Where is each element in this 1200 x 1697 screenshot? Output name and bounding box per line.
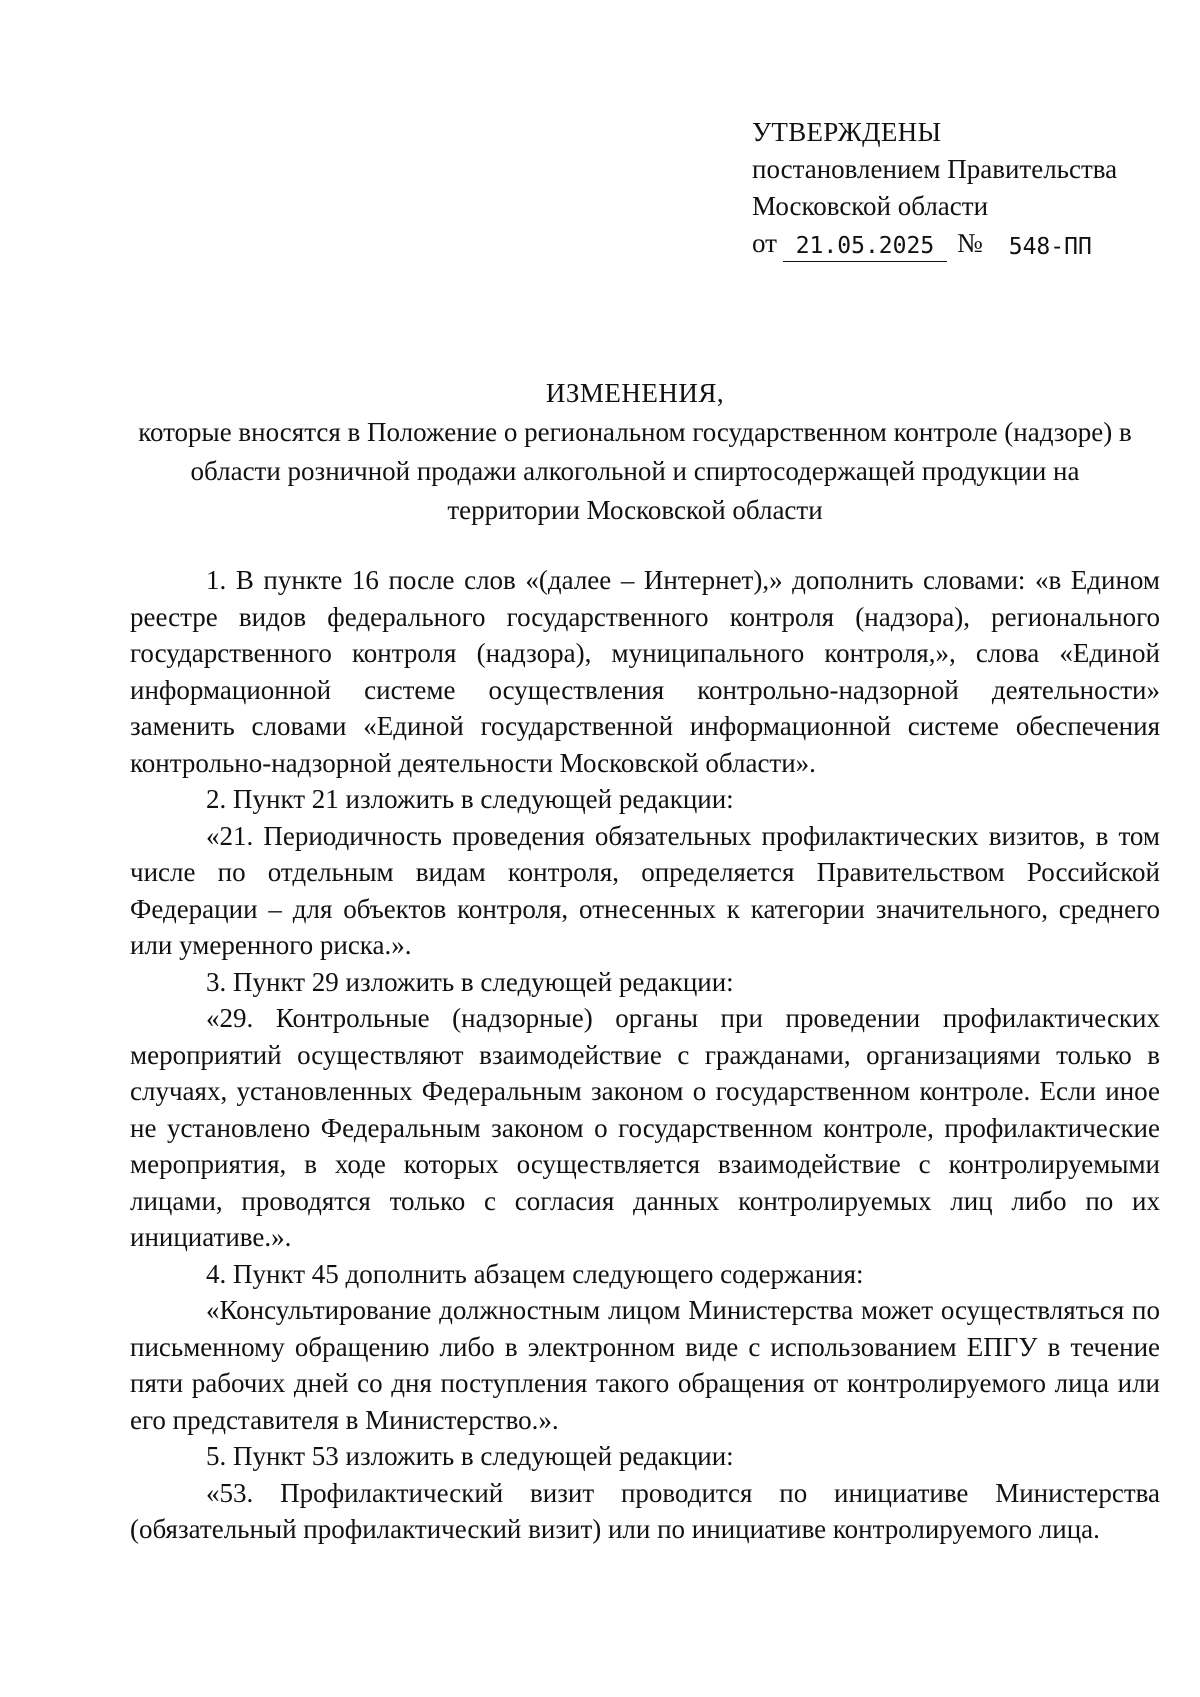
approval-heading: УТВЕРЖДЕНЫ [752,117,942,147]
paragraph-4: 3. Пункт 29 изложить в следующей редакции: [206,966,734,997]
paragraph-1: 1. В пункте 16 после слов «(далее – Интернет),» дополнить словами: «в Едином реестре видов федерального государственного контроля (надзора), регионального государственного контроля (надзора), муниципального контроля,», слова «Единой информационной системе осуществления контрольно-надзорной деятельности» заменить словами «Единой государственной информационной системе обеспечения контрольно-надзорной деятельности Московской области». [130,565,1160,778]
paragraph-2: 2. Пункт 21 изложить в следующей редакции: [206,784,734,814]
document-subtitle: которые вносятся в Положение о региональном государственном контроле (надзоре) в области розничной продажи алкогольной и спиртосодержащей продукции на территории Московской области [138,417,1132,525]
approval-stamp [752,114,1117,262]
paragraph-3: «21. Периодичность проведения обязательных профилактических визитов, в том числе по отдельным видам контроля, определяется Правительством Российской Федерации – для объектов контроля, отнесенных к категории значительного, среднего или умеренного риска.». [130,820,1160,960]
document-title: ИЗМЕНЕНИЯ, [545,378,725,408]
paragraph-8: 5. Пункт 53 изложить в следующей редакции: [206,1441,734,1471]
from-label: от [752,228,777,258]
paragraph-6: 4. Пункт 45 дополнить абзацем следующего содержания: [206,1258,864,1289]
paragraph-5: «29. Контрольные (надзорные) органы при проведении профилактических мероприятий осуществляют взаимодействие с гражданами, организациями только в случаях, установленных Федеральным законом о государственном контроле. Если иное не установлено Федеральным законом о государственном контроле, профилактические мероприятия, в ходе которых осуществляется взаимодействие с контролируемыми лицами, проводятся только с согласия данных контролируемых лиц либо по их инициативе.». [130,1003,1160,1252]
approval-line-2: Московской области [752,191,989,221]
paragraph-9: «53. Профилактический визит проводится по инициативе Министерства (обязательный профилактический визит) или по инициативе контролируемого лица. [130,1477,1160,1544]
resolution-date: 21.05.2025 [783,231,947,262]
approval-line-1: постановлением Правительства [752,154,1118,184]
paragraph-7: «Консультирование должностным лицом Министерства может осуществляться по письменному обращению либо в электронном виде с использованием ЕПГУ в течение пяти рабочих дней со дня поступления такого обращения от контролируемого лица или его представителя в Министерство.». [130,1295,1160,1435]
number-label: № [956,228,983,258]
document-body [130,562,1160,1548]
document-title-block [130,374,1140,530]
resolution-number: 548-ПП [1008,234,1092,260]
approval-date-line [752,225,1117,262]
